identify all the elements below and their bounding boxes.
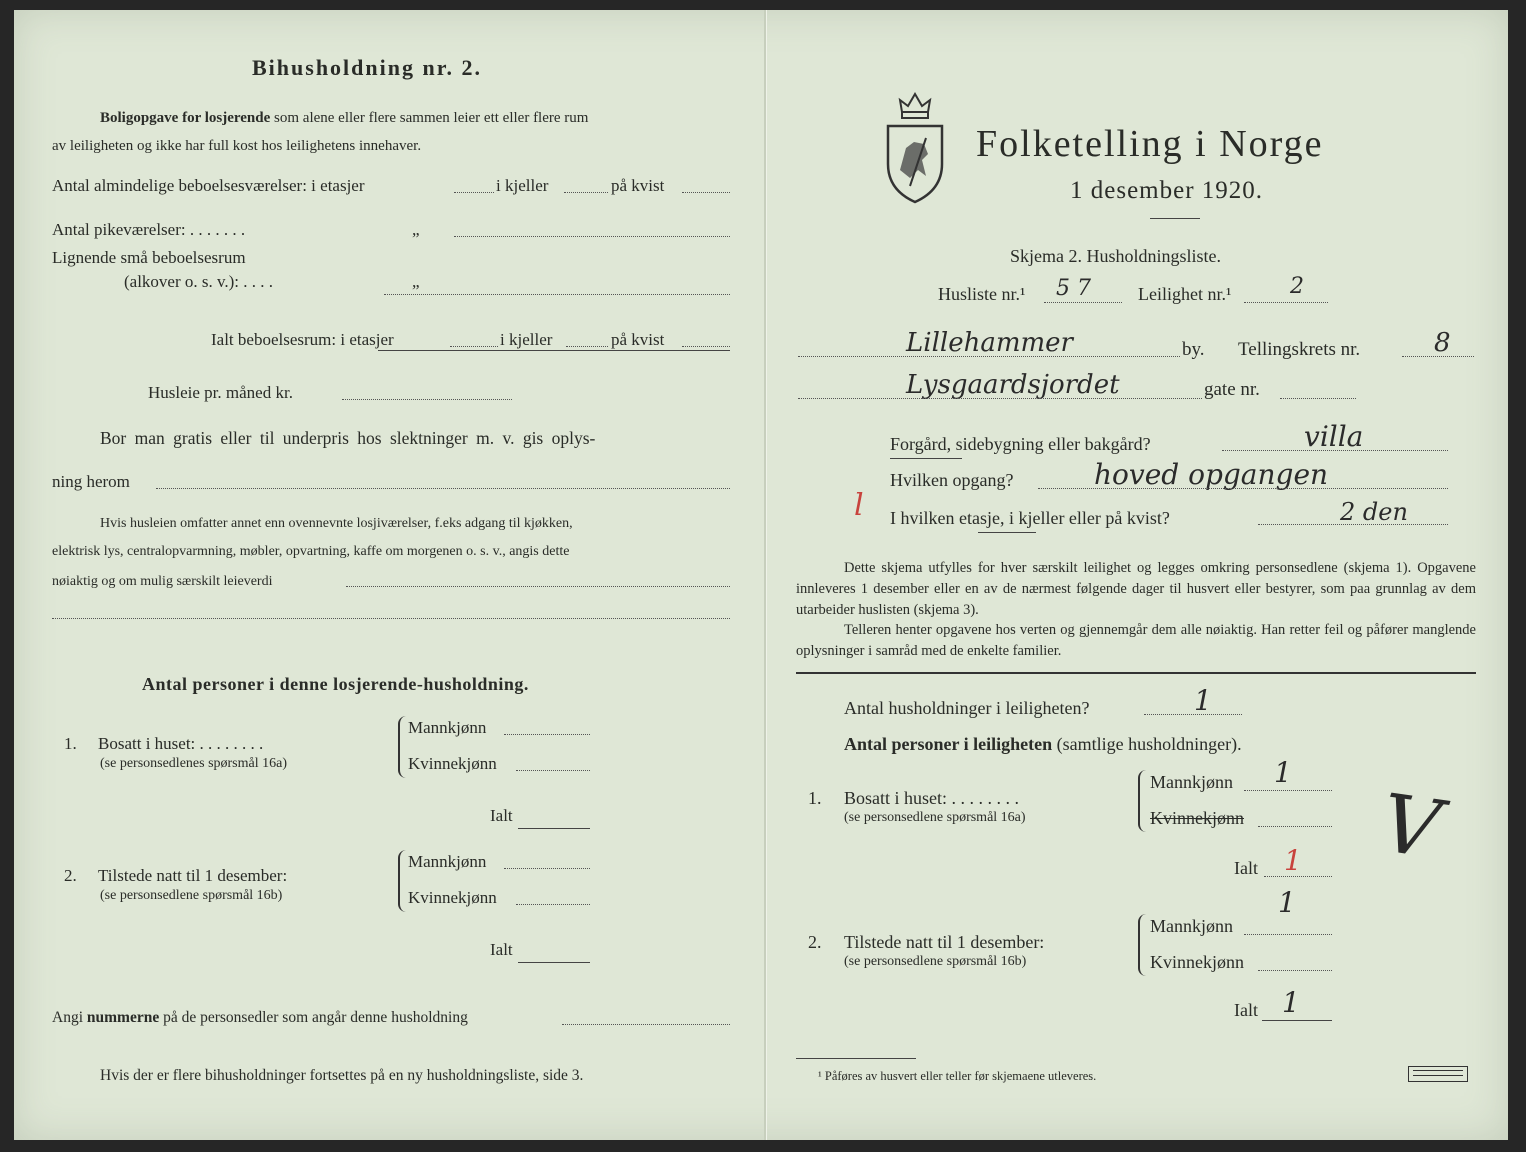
- etasje-value: 2 den: [1340, 498, 1408, 526]
- row1-kvist-label: på kvist: [611, 176, 665, 195]
- right-persons-title-rest: (samtlige husholdninger).: [1056, 734, 1242, 754]
- left-q1-brace: [398, 716, 408, 778]
- row4-etasjer-field[interactable]: [450, 346, 498, 347]
- right-q2-kvinne-label: Kvinnekjønn: [1150, 952, 1244, 972]
- leilighet-field[interactable]: [1244, 302, 1328, 303]
- angi-b: nummerne: [86, 1009, 160, 1026]
- info-paragraph-2: Telleren henter opgavene hos verten og gjennemgår dem alle nøiaktig. Han retter feil og påfører manglende oplysninger i samråd med de enkelte familier.: [796, 622, 1476, 659]
- footnote: ¹ Påføres av husvert eller teller før skjemaene utleveres.: [818, 1069, 1097, 1083]
- form-date: 1 desember 1920.: [1070, 177, 1264, 204]
- row4-label: Ialt beboelsesrum: i etasjer: [211, 330, 394, 349]
- left-q2-mann-label: Mannkjønn: [408, 852, 487, 871]
- row3-label-b: (alkover o. s. v.): . . . .: [124, 272, 274, 291]
- right-q2-brace: [1138, 914, 1148, 976]
- right-q2-ialt-label: Ialt: [1234, 1000, 1258, 1020]
- right-q2-num: 2.: [808, 932, 822, 952]
- row1-kvist-field[interactable]: [682, 192, 730, 193]
- intro-bold: Boligopgave for losjerende: [100, 110, 271, 126]
- left-q2-kvinne-field[interactable]: [516, 904, 590, 905]
- by-label: by.: [1182, 339, 1205, 360]
- right-q2-mann-field[interactable]: [1244, 934, 1332, 935]
- row1-etasjer-field[interactable]: [454, 192, 494, 193]
- left-q1-label: Bosatt i huset: . . . . . . . .: [98, 734, 264, 753]
- left-q2-ialt-label: Ialt: [490, 940, 513, 959]
- gratis-line-1: Bor man gratis eller til underpris hos slektninger m. v. gis oplys-: [100, 428, 596, 448]
- left-q2-brace: [398, 850, 408, 912]
- opgang-field[interactable]: [1038, 488, 1448, 489]
- leilighet-value: 2: [1290, 274, 1304, 299]
- form-title: Folketelling i Norge: [976, 123, 1324, 165]
- right-q1-mann-label: Mannkjønn: [1150, 772, 1233, 792]
- leilighet-label: Leilighet nr.¹: [1138, 284, 1232, 304]
- antal-hush-question: Antal husholdninger i leiligheten?: [844, 698, 1090, 718]
- skjema-label: Skjema 2. Husholdningsliste.: [1010, 246, 1221, 266]
- right-q1-label: Bosatt i huset: . . . . . . . .: [844, 788, 1019, 808]
- husleie-note-3: nøiaktig og om mulig særskilt leieverdi: [52, 574, 273, 589]
- right-q2-mann-label: Mannkjønn: [1150, 916, 1233, 936]
- city-value: Lillehammer: [906, 328, 1073, 358]
- right-q1-brace: [1138, 770, 1148, 832]
- left-q1-kvinne-field[interactable]: [516, 770, 590, 771]
- left-persons-title: Antal personer i denne losjerende-husholdning.: [142, 674, 529, 694]
- intro-rest-1: som alene eller flere sammen leier ett eller flere rum: [274, 110, 589, 126]
- etasje-underline: [978, 532, 1036, 533]
- leieverdi-field-2[interactable]: [52, 618, 730, 619]
- gate-nr-field[interactable]: [1280, 398, 1356, 399]
- left-q2-sub: (se personsedlene spørsmål 16b): [100, 888, 283, 903]
- husliste-label: Husliste nr.¹: [938, 284, 1026, 304]
- left-q1-ialt-field[interactable]: [518, 828, 590, 829]
- intro-line-1: [100, 108, 588, 128]
- krets-field[interactable]: [1402, 356, 1474, 357]
- footnote-divider: [796, 1058, 916, 1059]
- forgard-question: Forgård, sidebygning eller bakgård?: [890, 434, 1151, 454]
- row4-kvist-label: på kvist: [611, 330, 665, 349]
- left-q1-sub: (se personsedlenes spørsmål 16a): [100, 756, 288, 771]
- right-q2-kvinne-field[interactable]: [1258, 970, 1332, 971]
- row3-label-a: Lignende små beboelsesrum: [52, 248, 246, 267]
- rent-label: Husleie pr. måned kr.: [148, 383, 293, 402]
- left-q2-num: 2.: [64, 866, 77, 885]
- forgard-underline: [890, 458, 962, 459]
- left-q2-ialt-field[interactable]: [518, 962, 590, 963]
- rent-field[interactable]: [342, 399, 512, 400]
- leieverdi-field[interactable]: [346, 586, 730, 587]
- right-q2-ialt-field[interactable]: [1262, 1020, 1332, 1021]
- left-q2-label: Tilstede natt til 1 desember:: [98, 866, 288, 885]
- info-paragraph-1: Dette skjema utfylles for hver særskilt leilighet og legges omkring personsedlene (skjema 1). Opgavene innleveres 1 desember eller en av de nærmest følgende dager til husvert eller bestyrer, som paa grunnlag av dem utarbeider huslisten (skjema 3).: [796, 560, 1476, 618]
- antal-hush-value: 1: [1194, 684, 1212, 717]
- husliste-value: 5 7: [1056, 276, 1091, 301]
- right-persons-title: [844, 734, 1242, 754]
- right-q2-ialt-value: 1: [1282, 986, 1300, 1019]
- row1-label: Antal almindelige beboelsesværelser: i etasjer: [52, 176, 365, 195]
- opgang-question: Hvilken opgang?: [890, 470, 1014, 490]
- right-q1-mann-value: 1: [1274, 756, 1292, 789]
- antal-hush-field[interactable]: [1144, 714, 1242, 715]
- left-q1-kvinne-label: Kvinnekjønn: [408, 754, 497, 773]
- gratis-line-2: ning herom: [52, 472, 130, 491]
- etasje-question: I hvilken etasje, i kjeller eller på kvist?: [890, 508, 1170, 528]
- row4-underline: [378, 350, 730, 351]
- left-q1-ialt-label: Ialt: [490, 806, 513, 825]
- right-q2-sub: (se personsedlene spørsmål 16b): [844, 954, 1027, 969]
- forgard-field[interactable]: [1222, 450, 1448, 451]
- row2-label: Antal pikeværelser: . . . . . . .: [52, 220, 246, 239]
- right-q1-ialt-value: 1: [1284, 844, 1302, 877]
- forgard-value: villa: [1304, 420, 1364, 453]
- row1-kjeller-label: i kjeller: [496, 176, 549, 195]
- left-q2-mann-field[interactable]: [504, 868, 590, 869]
- right-q1-kvinne-label: Kvinnekjønn: [1150, 808, 1244, 828]
- right-q1-sub: (se personsedlene spørsmål 16a): [844, 810, 1026, 825]
- row3-field[interactable]: [384, 294, 730, 295]
- left-q1-mann-label: Mannkjønn: [408, 718, 487, 737]
- angi-field[interactable]: [562, 1024, 730, 1025]
- opgang-value: hoved opgangen: [1094, 458, 1329, 491]
- left-q2-kvinne-label: Kvinnekjønn: [408, 888, 497, 907]
- row1-kjeller-field[interactable]: [564, 192, 608, 193]
- norway-coat-of-arms-icon: [880, 86, 950, 206]
- page-fold: [764, 10, 766, 1140]
- angi-line: [52, 1008, 468, 1028]
- check-mark: V: [1375, 776, 1446, 877]
- krets-label: Tellingskrets nr.: [1238, 339, 1361, 360]
- husliste-field[interactable]: [1044, 302, 1122, 303]
- row2-ditto-mark: „: [412, 220, 420, 239]
- right-q1-ialt-field[interactable]: [1264, 876, 1332, 877]
- intro-line-2: av leiligheten og ikke har full kost hos leilighetens innehaver.: [52, 138, 422, 154]
- angi-c: på de personsedler som angår denne husholdning: [163, 1009, 468, 1026]
- right-persons-title-bold: Antal personer i leiligheten: [844, 734, 1053, 754]
- census-form-sheet: [14, 10, 1508, 1140]
- husleie-note-1: Hvis husleien omfatter annet enn ovennevnte losjiværelser, f.eks adgang til kjøkken,: [100, 516, 573, 531]
- right-q1-num: 1.: [808, 788, 822, 808]
- right-q2-mann-value: 1: [1278, 886, 1296, 919]
- printer-stamp-icon: [1408, 1066, 1468, 1082]
- row2-field[interactable]: [454, 236, 730, 237]
- krets-value: 8: [1434, 328, 1451, 358]
- row4-kjeller-field[interactable]: [566, 346, 608, 347]
- angi-a: Angi: [52, 1009, 83, 1026]
- left-footer: Hvis der er flere bihusholdninger fortsettes på en ny husholdningsliste, side 3.: [100, 1067, 584, 1084]
- left-q1-num: 1.: [64, 734, 77, 753]
- info-divider: [796, 672, 1476, 674]
- row3-ditto-mark: „: [412, 272, 420, 291]
- row4-kvist-field[interactable]: [682, 346, 730, 347]
- right-q2-label: Tilstede natt til 1 desember:: [844, 932, 1045, 952]
- gate-label: gate nr.: [1204, 379, 1260, 400]
- margin-red-mark: l: [854, 488, 864, 523]
- row4-kjeller-label: i kjeller: [500, 330, 553, 349]
- gratis-field[interactable]: [156, 488, 730, 489]
- husleie-note-2: elektrisk lys, centralopvarmning, møbler, opvartning, kaffe om morgenen o. s. v., angis dette: [52, 544, 570, 559]
- city-field[interactable]: [798, 356, 1180, 357]
- left-title: Bihusholdning nr. 2.: [252, 55, 482, 80]
- right-q1-kvinne-field[interactable]: [1258, 826, 1332, 827]
- right-q1-mann-field[interactable]: [1244, 790, 1332, 791]
- street-value: Lysgaardsjordet: [906, 370, 1120, 400]
- left-q1-mann-field[interactable]: [504, 734, 590, 735]
- right-q1-ialt-label: Ialt: [1234, 858, 1258, 878]
- etasje-field[interactable]: [1258, 524, 1448, 525]
- title-divider: [1150, 218, 1200, 219]
- street-field[interactable]: [798, 398, 1202, 399]
